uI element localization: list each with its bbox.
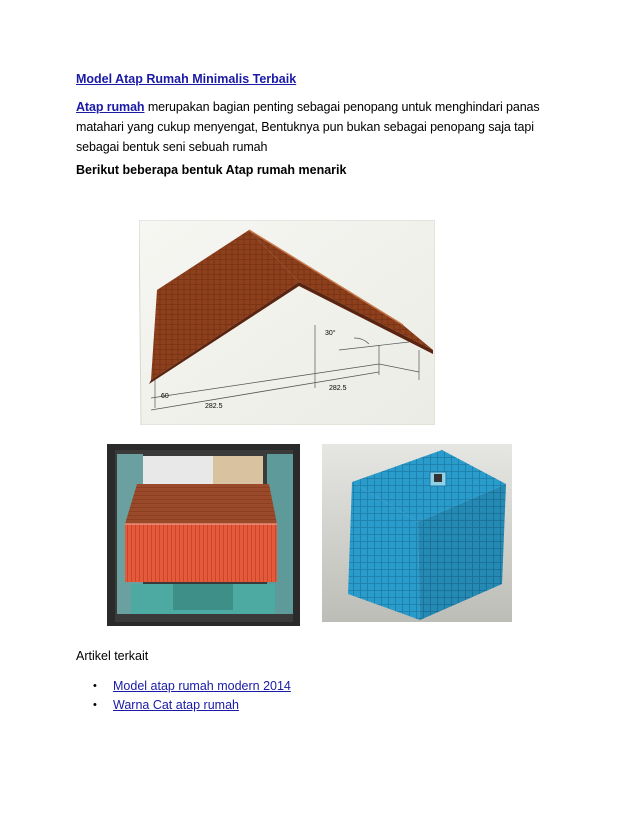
related-link-modern-2014[interactable]: Model atap rumah modern 2014	[113, 678, 291, 693]
section-subheading: Berikut beberapa bentuk Atap rumah menarik	[76, 163, 347, 177]
orange-roof-top-view-image	[107, 444, 300, 626]
angle-label: 30°	[325, 330, 336, 337]
related-link-warna-cat[interactable]: Warna Cat atap rumah	[113, 697, 239, 712]
bullet-icon: •	[93, 698, 97, 711]
para-line2-text: matahari yang cukup menyengat, Bentuknya pun bukan sebagai penopang saja tapi	[76, 120, 534, 134]
dim-right-label: 282.5	[329, 385, 347, 392]
dim-left-label: 282.5	[205, 403, 223, 410]
list-item	[93, 676, 291, 695]
related-articles-heading: Artikel terkait	[76, 649, 149, 663]
para-line3-text: sebagai bentuk seni sebuah rumah	[76, 140, 268, 154]
atap-rumah-link[interactable]: Atap rumah	[76, 100, 145, 114]
blue-roof-model-image	[322, 444, 512, 622]
article-title[interactable]: Model Atap Rumah Minimalis Terbaik	[76, 72, 297, 86]
depth-label: 60	[161, 393, 169, 400]
related-articles-list	[93, 676, 291, 714]
bullet-icon: •	[93, 679, 97, 692]
intro-paragraph	[76, 97, 556, 157]
gable-roof-diagram-image	[139, 220, 435, 425]
para-line1-text: merupakan bagian penting sebagai penopang untuk menghindari panas	[144, 100, 540, 114]
list-item	[93, 695, 291, 714]
